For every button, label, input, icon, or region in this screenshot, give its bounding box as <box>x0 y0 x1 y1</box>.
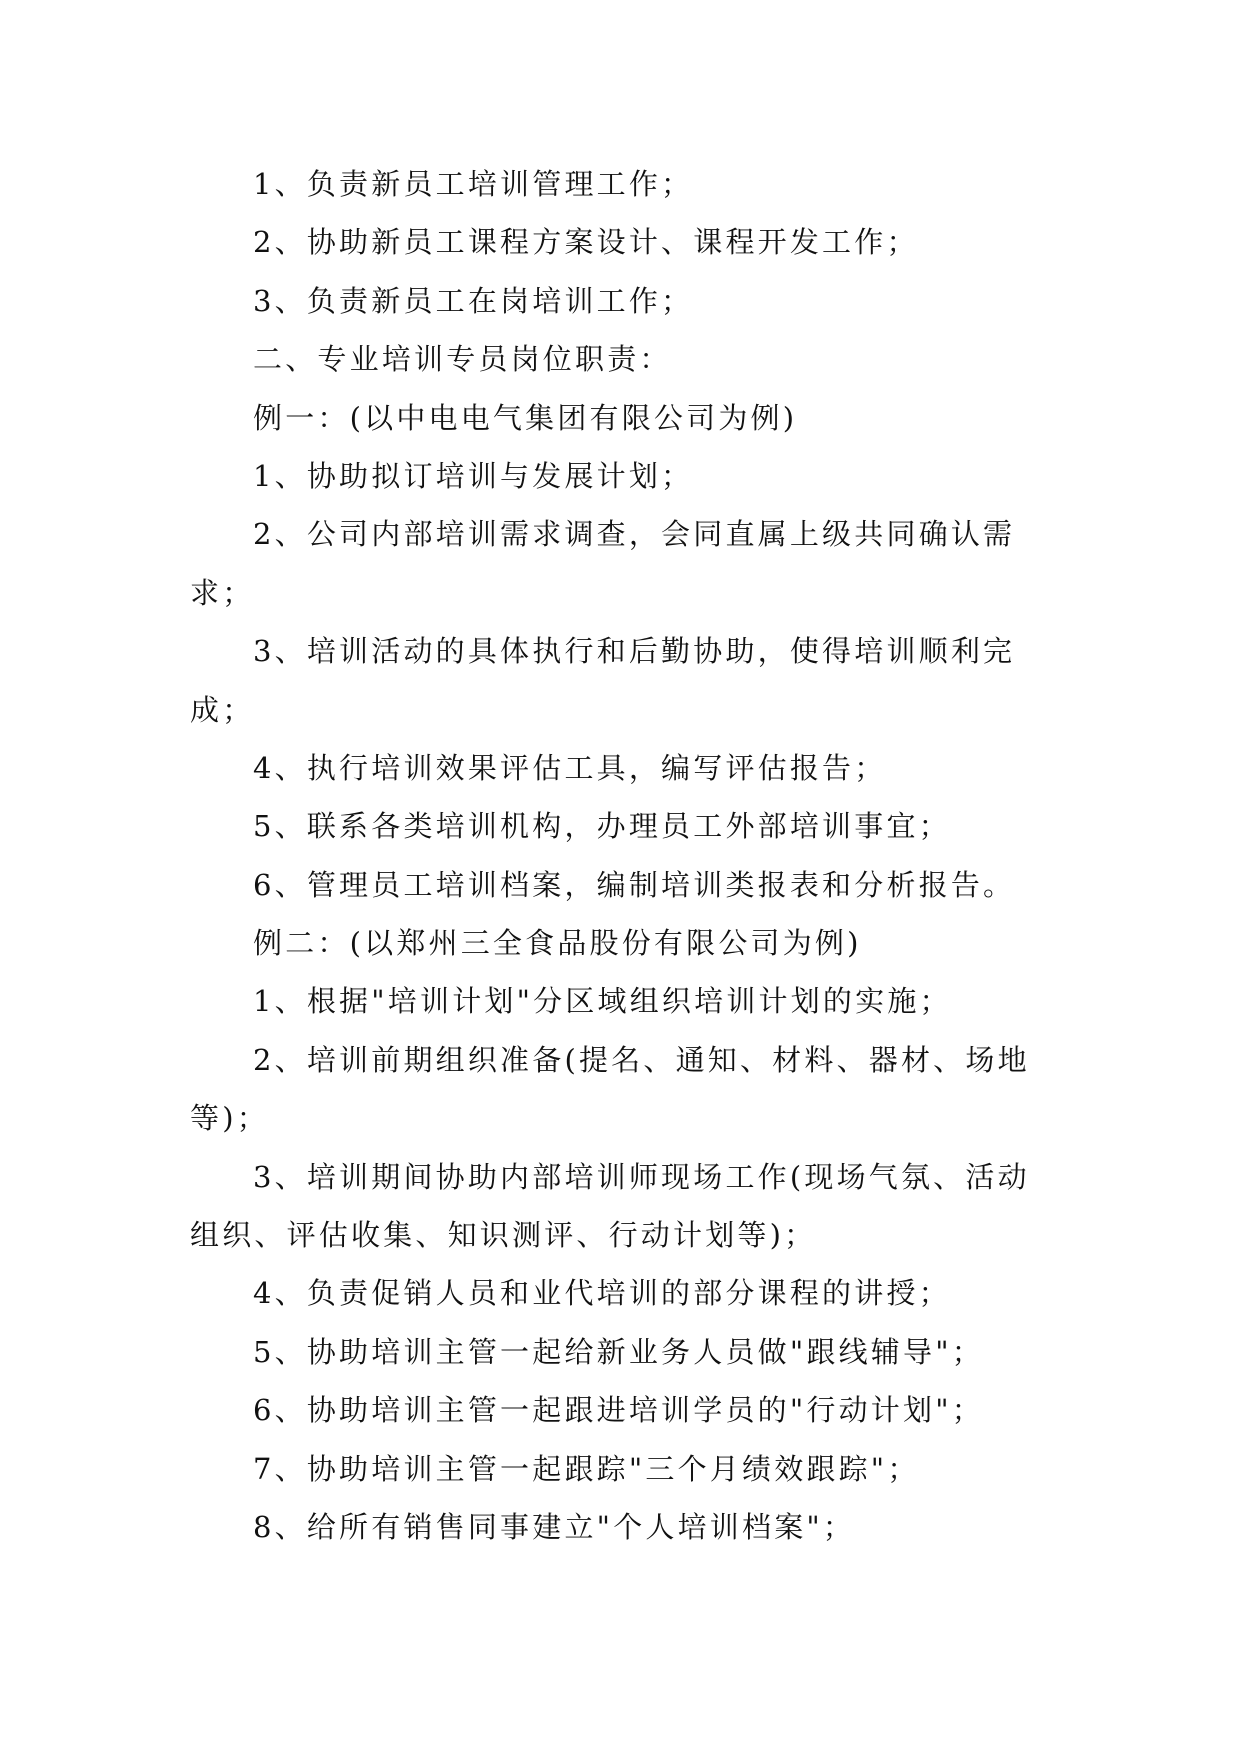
text-line: 4、负责促销人员和业代培训的部分课程的讲授； <box>253 1276 951 1311</box>
text-line: 1、协助拟订培训与发展计划； <box>253 458 694 493</box>
document-body <box>190 155 1050 1556</box>
text-line: 7、协助培训主管一起跟踪"三个月绩效跟踪"； <box>253 1451 920 1486</box>
text-line: 二、专业培训专员岗位职责： <box>253 342 672 377</box>
text-line: 5、协助培训主管一起给新业务人员做"跟线辅导"； <box>253 1334 984 1369</box>
text-line: 求； <box>190 575 255 610</box>
text-line: 例一：(以中电电气集团有限公司为例) <box>253 400 798 435</box>
text-line: 4、执行培训效果评估工具，编写评估报告； <box>253 750 887 785</box>
text-line: 例二：(以郑州三全食品股份有限公司为例) <box>253 926 862 961</box>
text-line: 8、给所有销售同事建立"个人培训档案"； <box>253 1509 856 1544</box>
text-line: 2、协助新员工课程方案设计、课程开发工作； <box>253 225 919 260</box>
text-line: 2、公司内部培训需求调查，会同直属上级共同确认需 <box>253 517 1016 552</box>
text-line: 3、负责新员工在岗培训工作； <box>253 283 694 318</box>
text-line: 1、根据"培训计划"分区域组织培训计划的实施； <box>253 984 952 1019</box>
text-line: 1、负责新员工培训管理工作； <box>253 167 694 201</box>
text-line: 3、培训期间协助内部培训师现场工作(现场气氛、活动 <box>253 1159 1030 1194</box>
text-line: 6、管理员工培训档案，编制培训类报表和分析报告。 <box>253 867 1016 902</box>
text-line: 成； <box>190 692 255 727</box>
text-line: 2、培训前期组织准备(提名、通知、材料、器材、场地 <box>253 1042 1030 1077</box>
text-line: 5、联系各类培训机构，办理员工外部培训事宜； <box>253 809 951 844</box>
text-line: 组织、评估收集、知识测评、行动计划等)； <box>190 1218 817 1253</box>
text-line: 等)； <box>190 1101 269 1136</box>
text-line: 3、培训活动的具体执行和后勤协助，使得培训顺利完 <box>253 634 1016 669</box>
text-line: 6、协助培训主管一起跟进培训学员的"行动计划"； <box>253 1393 984 1428</box>
